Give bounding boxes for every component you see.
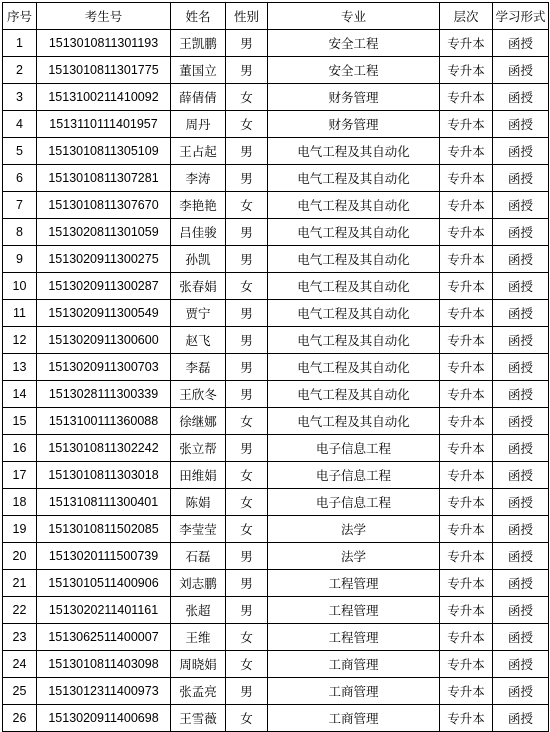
cell-exam-number: 1513012311400973 xyxy=(37,678,171,705)
cell-exam-number: 1513020211401161 xyxy=(37,597,171,624)
cell-name: 王占起 xyxy=(171,138,226,165)
cell-level: 专升本 xyxy=(440,570,493,597)
cell-study-form: 函授 xyxy=(493,705,549,732)
table-row xyxy=(3,624,549,651)
cell-level: 专升本 xyxy=(440,381,493,408)
cell-major: 法学 xyxy=(268,543,440,570)
student-table xyxy=(2,2,549,732)
cell-gender: 男 xyxy=(226,30,268,57)
cell-name: 赵飞 xyxy=(171,327,226,354)
cell-index: 20 xyxy=(3,543,37,570)
cell-exam-number: 1513020911300287 xyxy=(37,273,171,300)
cell-level: 专升本 xyxy=(440,651,493,678)
cell-name: 李涛 xyxy=(171,165,226,192)
cell-index: 5 xyxy=(3,138,37,165)
cell-study-form: 函授 xyxy=(493,354,549,381)
cell-major: 电气工程及其自动化 xyxy=(268,165,440,192)
cell-index: 13 xyxy=(3,354,37,381)
cell-index: 21 xyxy=(3,570,37,597)
table-row xyxy=(3,678,549,705)
cell-study-form: 函授 xyxy=(493,516,549,543)
cell-gender: 女 xyxy=(226,408,268,435)
cell-major: 电气工程及其自动化 xyxy=(268,354,440,381)
cell-level: 专升本 xyxy=(440,327,493,354)
header-cell-major: 专业 xyxy=(268,3,440,30)
cell-major: 电气工程及其自动化 xyxy=(268,192,440,219)
cell-study-form: 函授 xyxy=(493,138,549,165)
cell-gender: 男 xyxy=(226,381,268,408)
cell-study-form: 函授 xyxy=(493,489,549,516)
cell-exam-number: 1513108111300401 xyxy=(37,489,171,516)
cell-gender: 男 xyxy=(226,543,268,570)
cell-level: 专升本 xyxy=(440,489,493,516)
cell-index: 24 xyxy=(3,651,37,678)
header-cell-gender: 性别 xyxy=(226,3,268,30)
cell-gender: 女 xyxy=(226,651,268,678)
cell-major: 法学 xyxy=(268,516,440,543)
cell-study-form: 函授 xyxy=(493,219,549,246)
table-row xyxy=(3,84,549,111)
cell-level: 专升本 xyxy=(440,57,493,84)
cell-level: 专升本 xyxy=(440,300,493,327)
cell-major: 工程管理 xyxy=(268,597,440,624)
cell-gender: 女 xyxy=(226,489,268,516)
cell-name: 李艳艳 xyxy=(171,192,226,219)
cell-major: 财务管理 xyxy=(268,111,440,138)
cell-index: 16 xyxy=(3,435,37,462)
cell-name: 徐继娜 xyxy=(171,408,226,435)
cell-name: 张春娟 xyxy=(171,273,226,300)
cell-study-form: 函授 xyxy=(493,543,549,570)
cell-study-form: 函授 xyxy=(493,462,549,489)
cell-study-form: 函授 xyxy=(493,327,549,354)
cell-exam-number: 1513010811307281 xyxy=(37,165,171,192)
cell-gender: 女 xyxy=(226,624,268,651)
cell-exam-number: 1513010511400906 xyxy=(37,570,171,597)
cell-study-form: 函授 xyxy=(493,624,549,651)
cell-study-form: 函授 xyxy=(493,597,549,624)
cell-gender: 男 xyxy=(226,570,268,597)
cell-level: 专升本 xyxy=(440,84,493,111)
cell-level: 专升本 xyxy=(440,30,493,57)
table-row xyxy=(3,705,549,732)
header-cell-index: 序号 xyxy=(3,3,37,30)
cell-name: 张孟亮 xyxy=(171,678,226,705)
cell-level: 专升本 xyxy=(440,219,493,246)
cell-exam-number: 1513020911300703 xyxy=(37,354,171,381)
cell-index: 10 xyxy=(3,273,37,300)
cell-major: 电气工程及其自动化 xyxy=(268,381,440,408)
cell-gender: 女 xyxy=(226,192,268,219)
cell-major: 财务管理 xyxy=(268,84,440,111)
cell-gender: 女 xyxy=(226,84,268,111)
cell-exam-number: 1513020911300549 xyxy=(37,300,171,327)
cell-major: 工商管理 xyxy=(268,678,440,705)
cell-major: 电气工程及其自动化 xyxy=(268,246,440,273)
cell-gender: 男 xyxy=(226,300,268,327)
cell-exam-number: 1513062511400007 xyxy=(37,624,171,651)
cell-name: 孙凯 xyxy=(171,246,226,273)
cell-index: 22 xyxy=(3,597,37,624)
table-row xyxy=(3,246,549,273)
cell-index: 18 xyxy=(3,489,37,516)
table-row xyxy=(3,597,549,624)
cell-name: 吕佳骏 xyxy=(171,219,226,246)
table-row xyxy=(3,651,549,678)
table-row xyxy=(3,273,549,300)
cell-major: 安全工程 xyxy=(268,30,440,57)
cell-exam-number: 1513110111401957 xyxy=(37,111,171,138)
cell-name: 王欣冬 xyxy=(171,381,226,408)
cell-study-form: 函授 xyxy=(493,84,549,111)
cell-exam-number: 1513100111360088 xyxy=(37,408,171,435)
cell-index: 14 xyxy=(3,381,37,408)
cell-major: 电气工程及其自动化 xyxy=(268,300,440,327)
cell-study-form: 函授 xyxy=(493,651,549,678)
cell-study-form: 函授 xyxy=(493,165,549,192)
cell-exam-number: 1513010811305109 xyxy=(37,138,171,165)
cell-level: 专升本 xyxy=(440,516,493,543)
cell-study-form: 函授 xyxy=(493,111,549,138)
cell-index: 9 xyxy=(3,246,37,273)
table-row xyxy=(3,543,549,570)
cell-gender: 男 xyxy=(226,57,268,84)
cell-major: 工程管理 xyxy=(268,570,440,597)
cell-gender: 男 xyxy=(226,435,268,462)
cell-study-form: 函授 xyxy=(493,273,549,300)
cell-gender: 男 xyxy=(226,597,268,624)
cell-major: 电子信息工程 xyxy=(268,462,440,489)
table-row xyxy=(3,435,549,462)
cell-level: 专升本 xyxy=(440,165,493,192)
cell-major: 电气工程及其自动化 xyxy=(268,273,440,300)
header-cell-name: 姓名 xyxy=(171,3,226,30)
table-row xyxy=(3,516,549,543)
cell-gender: 男 xyxy=(226,327,268,354)
cell-name: 王雪薇 xyxy=(171,705,226,732)
cell-level: 专升本 xyxy=(440,462,493,489)
cell-name: 刘志鹏 xyxy=(171,570,226,597)
table-row xyxy=(3,219,549,246)
cell-name: 张超 xyxy=(171,597,226,624)
cell-index: 17 xyxy=(3,462,37,489)
cell-name: 田维娟 xyxy=(171,462,226,489)
cell-name: 薛倩倩 xyxy=(171,84,226,111)
cell-index: 8 xyxy=(3,219,37,246)
cell-index: 19 xyxy=(3,516,37,543)
cell-study-form: 函授 xyxy=(493,570,549,597)
table-row xyxy=(3,30,549,57)
table-row xyxy=(3,192,549,219)
cell-study-form: 函授 xyxy=(493,30,549,57)
cell-study-form: 函授 xyxy=(493,300,549,327)
table-row xyxy=(3,354,549,381)
cell-major: 电气工程及其自动化 xyxy=(268,408,440,435)
table-row xyxy=(3,327,549,354)
table-row xyxy=(3,570,549,597)
cell-gender: 男 xyxy=(226,138,268,165)
cell-exam-number: 1513010811502085 xyxy=(37,516,171,543)
cell-name: 王凯鹏 xyxy=(171,30,226,57)
cell-gender: 女 xyxy=(226,462,268,489)
cell-name: 贾宁 xyxy=(171,300,226,327)
cell-level: 专升本 xyxy=(440,597,493,624)
cell-name: 陈娟 xyxy=(171,489,226,516)
cell-index: 6 xyxy=(3,165,37,192)
cell-exam-number: 1513100211410092 xyxy=(37,84,171,111)
cell-major: 电子信息工程 xyxy=(268,489,440,516)
cell-gender: 男 xyxy=(226,678,268,705)
cell-level: 专升本 xyxy=(440,624,493,651)
cell-major: 工商管理 xyxy=(268,651,440,678)
table-row xyxy=(3,165,549,192)
cell-level: 专升本 xyxy=(440,705,493,732)
cell-study-form: 函授 xyxy=(493,408,549,435)
cell-level: 专升本 xyxy=(440,273,493,300)
cell-exam-number: 1513010811403098 xyxy=(37,651,171,678)
cell-exam-number: 1513028111300339 xyxy=(37,381,171,408)
cell-major: 电气工程及其自动化 xyxy=(268,327,440,354)
header-cell-study-form: 学习形式 xyxy=(493,3,549,30)
header-cell-exam-number: 考生号 xyxy=(37,3,171,30)
cell-name: 周丹 xyxy=(171,111,226,138)
cell-name: 李磊 xyxy=(171,354,226,381)
cell-major: 电气工程及其自动化 xyxy=(268,138,440,165)
cell-exam-number: 1513010811301775 xyxy=(37,57,171,84)
table-row xyxy=(3,300,549,327)
header-cell-level: 层次 xyxy=(440,3,493,30)
cell-exam-number: 1513010811302242 xyxy=(37,435,171,462)
table-body xyxy=(3,30,549,732)
cell-name: 石磊 xyxy=(171,543,226,570)
cell-name: 李莹莹 xyxy=(171,516,226,543)
cell-level: 专升本 xyxy=(440,192,493,219)
cell-name: 王维 xyxy=(171,624,226,651)
cell-index: 7 xyxy=(3,192,37,219)
cell-level: 专升本 xyxy=(440,246,493,273)
cell-level: 专升本 xyxy=(440,408,493,435)
table-row xyxy=(3,57,549,84)
cell-level: 专升本 xyxy=(440,435,493,462)
table-row xyxy=(3,381,549,408)
cell-major: 电气工程及其自动化 xyxy=(268,219,440,246)
cell-index: 26 xyxy=(3,705,37,732)
cell-index: 11 xyxy=(3,300,37,327)
cell-major: 电子信息工程 xyxy=(268,435,440,462)
cell-exam-number: 1513010811303018 xyxy=(37,462,171,489)
cell-exam-number: 1513010811307670 xyxy=(37,192,171,219)
cell-index: 3 xyxy=(3,84,37,111)
cell-name: 董国立 xyxy=(171,57,226,84)
table-row xyxy=(3,489,549,516)
cell-exam-number: 1513020811301059 xyxy=(37,219,171,246)
cell-index: 25 xyxy=(3,678,37,705)
table-row xyxy=(3,138,549,165)
cell-name: 张立帮 xyxy=(171,435,226,462)
table-row xyxy=(3,408,549,435)
cell-study-form: 函授 xyxy=(493,678,549,705)
header-row xyxy=(3,3,549,30)
cell-exam-number: 1513020911300275 xyxy=(37,246,171,273)
cell-study-form: 函授 xyxy=(493,435,549,462)
cell-exam-number: 1513020911300600 xyxy=(37,327,171,354)
cell-gender: 女 xyxy=(226,111,268,138)
cell-study-form: 函授 xyxy=(493,57,549,84)
cell-index: 23 xyxy=(3,624,37,651)
cell-exam-number: 1513020111500739 xyxy=(37,543,171,570)
cell-gender: 女 xyxy=(226,516,268,543)
cell-gender: 女 xyxy=(226,705,268,732)
cell-gender: 女 xyxy=(226,273,268,300)
table-row xyxy=(3,462,549,489)
cell-level: 专升本 xyxy=(440,111,493,138)
cell-study-form: 函授 xyxy=(493,381,549,408)
cell-name: 周晓娟 xyxy=(171,651,226,678)
cell-level: 专升本 xyxy=(440,354,493,381)
cell-index: 1 xyxy=(3,30,37,57)
cell-level: 专升本 xyxy=(440,678,493,705)
cell-index: 12 xyxy=(3,327,37,354)
cell-study-form: 函授 xyxy=(493,192,549,219)
cell-gender: 男 xyxy=(226,219,268,246)
cell-index: 15 xyxy=(3,408,37,435)
cell-exam-number: 1513010811301193 xyxy=(37,30,171,57)
cell-exam-number: 1513020911400698 xyxy=(37,705,171,732)
cell-index: 2 xyxy=(3,57,37,84)
cell-gender: 男 xyxy=(226,165,268,192)
cell-index: 4 xyxy=(3,111,37,138)
cell-level: 专升本 xyxy=(440,543,493,570)
cell-level: 专升本 xyxy=(440,138,493,165)
cell-study-form: 函授 xyxy=(493,246,549,273)
cell-major: 工商管理 xyxy=(268,705,440,732)
cell-major: 工程管理 xyxy=(268,624,440,651)
cell-gender: 男 xyxy=(226,354,268,381)
cell-gender: 男 xyxy=(226,246,268,273)
table-row xyxy=(3,111,549,138)
cell-major: 安全工程 xyxy=(268,57,440,84)
